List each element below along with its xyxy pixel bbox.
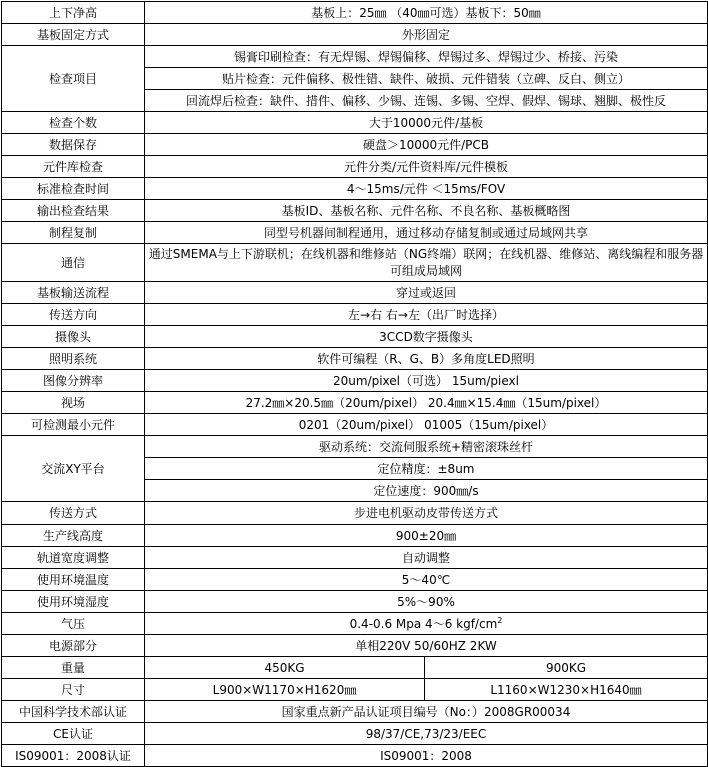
row-label: 可检测最小元件 <box>2 414 145 436</box>
table-row <box>2 392 708 414</box>
model-a-value: 450KG <box>145 657 425 679</box>
row-value: 4～15ms/元件 ＜15ms/FOV <box>145 178 708 200</box>
table-row <box>2 613 708 635</box>
table-row <box>2 24 708 46</box>
row-value: 0201（20um/pixel） 01005（15um/pixel） <box>145 414 708 436</box>
table-row <box>2 112 708 134</box>
row-label: 上下净高 <box>2 2 145 24</box>
row-value <box>145 613 708 635</box>
row-label: 传送方式 <box>2 502 145 525</box>
table-row <box>2 46 708 68</box>
row-value: 27.2㎜×20.5㎜（20um/pixel） 20.4㎜×15.4㎜（15um/pixel） <box>145 392 708 414</box>
row-label: 通信 <box>2 244 145 282</box>
model-b-value: 900KG <box>425 657 708 679</box>
row-label: 标准检查时间 <box>2 178 145 200</box>
row-label: 交流XY平台 <box>2 436 145 502</box>
row-value: 驱动系统：交流伺服系统+精密滚珠丝杆 <box>145 436 708 458</box>
row-value: 3CCD数字摄像头 <box>145 326 708 348</box>
row-label: 检查个数 <box>2 112 145 134</box>
table-row <box>2 244 708 282</box>
row-label: CE认证 <box>2 723 145 745</box>
row-value: 外形固定 <box>145 24 708 46</box>
row-label: 基板固定方式 <box>2 24 145 46</box>
table-row <box>2 547 708 569</box>
table-row <box>2 304 708 326</box>
row-label: 制程复制 <box>2 222 145 244</box>
row-value: IS09001：2008 <box>145 745 708 767</box>
row-value: 大于10000元件/基板 <box>145 112 708 134</box>
table-row <box>2 178 708 200</box>
table-row <box>2 156 708 178</box>
row-label: 传送方向 <box>2 304 145 326</box>
model-a-value: L900×W1170×H1620㎜ <box>145 679 425 701</box>
row-value: 定位速度：900㎜/s <box>145 480 708 502</box>
row-value: 锡膏印刷检查：有无焊锡、焊锡偏移、焊锡过多、焊锡过少、桥接、污染 <box>145 46 708 68</box>
table-row <box>2 723 708 745</box>
table-row <box>2 370 708 392</box>
table-row <box>2 569 708 591</box>
table-row <box>2 657 708 679</box>
row-value: 同型号机器间制程通用，通过移动存储复制或通过局域网共享 <box>145 222 708 244</box>
row-value: 20um/pixel（可选） 15um/piexl <box>145 370 708 392</box>
row-value: 900±20㎜ <box>145 525 708 547</box>
row-value: 5%～90% <box>145 591 708 613</box>
row-label: IS09001：2008认证 <box>2 745 145 767</box>
row-label: 使用环境湿度 <box>2 591 145 613</box>
table-row <box>2 591 708 613</box>
row-label: 视场 <box>2 392 145 414</box>
table-row <box>2 701 708 723</box>
row-label: 轨道宽度调整 <box>2 547 145 569</box>
row-label: 图像分辨率 <box>2 370 145 392</box>
row-value: 左→右 右→左（出厂时选择） <box>145 304 708 326</box>
table-row <box>2 326 708 348</box>
row-label: 数据保存 <box>2 134 145 156</box>
table-row <box>2 436 708 458</box>
row-value: 回流焊后检查：缺件、措件、偏移、少锡、连锡、多锡、空焊、假焊、锡球、翘脚、极性反 <box>145 90 708 112</box>
row-label: 气压 <box>2 613 145 635</box>
row-value: 步进电机驱动皮带传送方式 <box>145 502 708 525</box>
row-value: 5～40℃ <box>145 569 708 591</box>
row-value: 通过SMEMA与上下游联机；在线机器和维修站（NG终端）联网；在线机器、维修站、离线编程和服务器可组成局域网 <box>145 244 708 282</box>
table-row <box>2 2 708 24</box>
model-b-value: L1160×W1230×H1640㎜ <box>425 679 708 701</box>
table-row <box>2 414 708 436</box>
row-value: 贴片检查：元件偏移、极性错、缺件、破损、元件错装（立碑、反白、侧立） <box>145 68 708 90</box>
pressure-value: 0.4-0.6 Mpa 4～6 kgf/cm <box>349 616 498 631</box>
row-label: 摄像头 <box>2 326 145 348</box>
row-label: 尺寸 <box>2 679 145 701</box>
table-row <box>2 348 708 370</box>
table-row <box>2 282 708 304</box>
row-value: 元件分类/元件资料库/元件模板 <box>145 156 708 178</box>
row-value: 定位精度：±8um <box>145 458 708 480</box>
row-value: 基板ID、基板名称、元件名称、不良名称、基板概略图 <box>145 200 708 222</box>
superscript-two: 2 <box>497 615 503 625</box>
row-label: 电源部分 <box>2 635 145 657</box>
row-value: 98/37/CE,73/23/EEC <box>145 723 708 745</box>
row-label: 输出检查结果 <box>2 200 145 222</box>
row-value: 穿过或返回 <box>145 282 708 304</box>
row-value: 国家重点新产品认证项目编号（No：）2008GR00034 <box>145 701 708 723</box>
spec-table <box>1 1 708 767</box>
table-row <box>2 525 708 547</box>
row-label: 基板输送流程 <box>2 282 145 304</box>
table-row <box>2 679 708 701</box>
table-row <box>2 635 708 657</box>
table-row <box>2 222 708 244</box>
row-label: 使用环境温度 <box>2 569 145 591</box>
row-value: 硬盘＞10000元件/PCB <box>145 134 708 156</box>
row-value: 软件可编程（R、G、B）多角度LED照明 <box>145 348 708 370</box>
row-label: 检查项目 <box>2 46 145 112</box>
table-row <box>2 134 708 156</box>
row-label: 元件库检查 <box>2 156 145 178</box>
row-value: 基板上：25㎜ （40㎜可选）基板下：50㎜ <box>145 2 708 24</box>
row-label: 生产线高度 <box>2 525 145 547</box>
table-row <box>2 200 708 222</box>
table-row <box>2 502 708 525</box>
row-value: 单相220V 50/60HZ 2KW <box>145 635 708 657</box>
row-value: 自动调整 <box>145 547 708 569</box>
row-label: 重量 <box>2 657 145 679</box>
row-label: 照明系统 <box>2 348 145 370</box>
row-label: 中国科学技术部认证 <box>2 701 145 723</box>
